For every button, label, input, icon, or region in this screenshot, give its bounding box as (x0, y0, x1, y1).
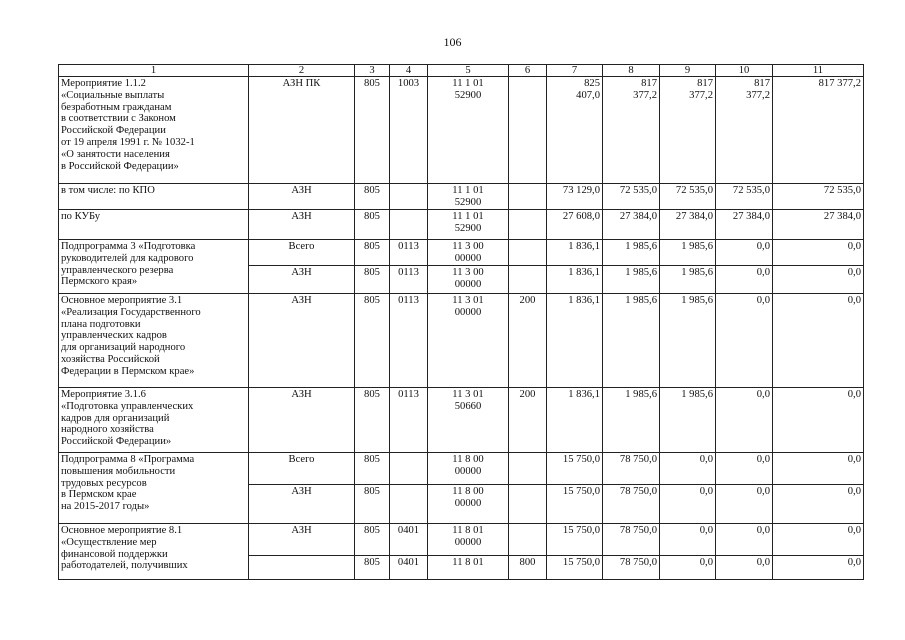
cell-col-2 (249, 556, 355, 580)
cell-col-9: 1 985,6 (660, 388, 716, 453)
cell-col-9: 0,0 (660, 556, 716, 580)
table-row (59, 77, 864, 184)
cell-col-3: 805 (355, 485, 390, 524)
cell-col-11: 72 535,0 (773, 184, 864, 210)
cell-col-7: 15 750,0 (547, 556, 603, 580)
cell-col-4: 1003 (390, 77, 428, 184)
cell-col-5: 11 3 00 00000 (428, 240, 509, 266)
table-row (59, 210, 864, 240)
cell-col-8: 27 384,0 (603, 210, 660, 240)
cell-col-7: 1 836,1 (547, 388, 603, 453)
cell-col-4: 0113 (390, 294, 428, 388)
cell-col-9: 72 535,0 (660, 184, 716, 210)
header-cell: 5 (428, 65, 509, 77)
table-row (59, 524, 864, 556)
cell-col-6: 200 (509, 388, 547, 453)
cell-col-7: 1 836,1 (547, 240, 603, 266)
cell-col-10: 0,0 (716, 294, 773, 388)
cell-col-2: Всего (249, 453, 355, 485)
cell-col-3: 805 (355, 266, 390, 294)
cell-col-6 (509, 524, 547, 556)
cell-col-7: 15 750,0 (547, 453, 603, 485)
cell-col-8: 1 985,6 (603, 388, 660, 453)
cell-col-4: 0113 (390, 388, 428, 453)
cell-col-7: 15 750,0 (547, 485, 603, 524)
row-description: Основное мероприятие 3.1 «Реализация Государственного плана подготовки управленческих кадров для организаций народного хозяйства Российской Федерации в Пермском крае» (59, 294, 249, 388)
row-description: по КУБу (59, 210, 249, 240)
cell-col-3: 805 (355, 388, 390, 453)
header-cell: 6 (509, 65, 547, 77)
header-row (59, 65, 864, 77)
cell-col-2: АЗН ПК (249, 77, 355, 184)
cell-col-10: 72 535,0 (716, 184, 773, 210)
table-row (59, 388, 864, 453)
cell-col-8: 78 750,0 (603, 524, 660, 556)
header-cell: 11 (773, 65, 864, 77)
cell-col-6: 800 (509, 556, 547, 580)
cell-col-11: 0,0 (773, 294, 864, 388)
cell-col-8: 78 750,0 (603, 556, 660, 580)
cell-col-10: 0,0 (716, 266, 773, 294)
cell-col-11: 0,0 (773, 388, 864, 453)
cell-col-3: 805 (355, 524, 390, 556)
cell-col-4 (390, 184, 428, 210)
row-description: Мероприятие 1.1.2 «Социальные выплаты безработным гражданам в соответствии с Законом Российской Федерации от 19 апреля 1991 г. № 1032-1 «О занятости населения в Российской Федерации» (59, 77, 249, 184)
cell-col-8: 817 377,2 (603, 77, 660, 184)
cell-col-7: 1 836,1 (547, 294, 603, 388)
cell-col-3: 805 (355, 77, 390, 184)
cell-col-11: 0,0 (773, 524, 864, 556)
cell-col-4: 0113 (390, 240, 428, 266)
header-cell: 10 (716, 65, 773, 77)
cell-col-9: 1 985,6 (660, 240, 716, 266)
cell-col-5: 11 3 01 00000 (428, 294, 509, 388)
cell-col-9: 1 985,6 (660, 294, 716, 388)
cell-col-3: 805 (355, 556, 390, 580)
row-description: Подпрограмма 8 «Программа повышения мобильности трудовых ресурсов в Пермском крае на 2015-2017 годы» (59, 453, 249, 524)
cell-col-6 (509, 485, 547, 524)
row-description: в том числе: по КПО (59, 184, 249, 210)
cell-col-5: 11 8 01 00000 (428, 524, 509, 556)
cell-col-6 (509, 453, 547, 485)
cell-col-6: 200 (509, 294, 547, 388)
page-number: 106 (443, 35, 462, 49)
cell-col-2: АЗН (249, 294, 355, 388)
cell-col-3: 805 (355, 294, 390, 388)
header-cell: 1 (59, 65, 249, 77)
cell-col-6 (509, 210, 547, 240)
cell-col-4 (390, 485, 428, 524)
cell-col-5: 11 1 01 52900 (428, 184, 509, 210)
cell-col-9: 1 985,6 (660, 266, 716, 294)
cell-col-11: 0,0 (773, 556, 864, 580)
cell-col-5: 11 1 01 52900 (428, 210, 509, 240)
cell-col-10: 27 384,0 (716, 210, 773, 240)
cell-col-8: 78 750,0 (603, 453, 660, 485)
cell-col-7: 1 836,1 (547, 266, 603, 294)
cell-col-11: 817 377,2 (773, 77, 864, 184)
table-row (59, 453, 864, 485)
cell-col-5: 11 3 01 50660 (428, 388, 509, 453)
cell-col-3: 805 (355, 240, 390, 266)
cell-col-6 (509, 266, 547, 294)
header-cell: 9 (660, 65, 716, 77)
cell-col-4: 0113 (390, 266, 428, 294)
cell-col-3: 805 (355, 184, 390, 210)
cell-col-9: 0,0 (660, 524, 716, 556)
cell-col-5: 11 3 00 00000 (428, 266, 509, 294)
cell-col-3: 805 (355, 210, 390, 240)
cell-col-2: АЗН (249, 210, 355, 240)
cell-col-4: 0401 (390, 556, 428, 580)
cell-col-11: 27 384,0 (773, 210, 864, 240)
cell-col-10: 0,0 (716, 388, 773, 453)
header-cell: 2 (249, 65, 355, 77)
cell-col-11: 0,0 (773, 453, 864, 485)
cell-col-7: 15 750,0 (547, 524, 603, 556)
header-cell: 8 (603, 65, 660, 77)
cell-col-10: 0,0 (716, 453, 773, 485)
cell-col-2: АЗН (249, 266, 355, 294)
cell-col-8: 1 985,6 (603, 266, 660, 294)
cell-col-5: 11 8 00 00000 (428, 485, 509, 524)
cell-col-4 (390, 210, 428, 240)
cell-col-7: 73 129,0 (547, 184, 603, 210)
cell-col-5: 11 1 01 52900 (428, 77, 509, 184)
cell-col-11: 0,0 (773, 266, 864, 294)
cell-col-7: 27 608,0 (547, 210, 603, 240)
header-cell: 4 (390, 65, 428, 77)
budget-table (58, 64, 864, 580)
header-cell: 3 (355, 65, 390, 77)
cell-col-9: 0,0 (660, 453, 716, 485)
cell-col-3: 805 (355, 453, 390, 485)
cell-col-8: 1 985,6 (603, 240, 660, 266)
cell-col-11: 0,0 (773, 240, 864, 266)
cell-col-10: 0,0 (716, 240, 773, 266)
cell-col-8: 72 535,0 (603, 184, 660, 210)
cell-col-8: 78 750,0 (603, 485, 660, 524)
table-row (59, 240, 864, 266)
cell-col-2: АЗН (249, 388, 355, 453)
cell-col-8: 1 985,6 (603, 294, 660, 388)
cell-col-6 (509, 77, 547, 184)
cell-col-10: 0,0 (716, 556, 773, 580)
row-description: Подпрограмма 3 «Подготовка руководителей для кадрового управленческого резерва Пермского края» (59, 240, 249, 294)
cell-col-11: 0,0 (773, 485, 864, 524)
cell-col-4 (390, 453, 428, 485)
cell-col-7: 825 407,0 (547, 77, 603, 184)
cell-col-6 (509, 240, 547, 266)
cell-col-10: 817 377,2 (716, 77, 773, 184)
cell-col-2: Всего (249, 240, 355, 266)
cell-col-2: АЗН (249, 184, 355, 210)
cell-col-5: 11 8 00 00000 (428, 453, 509, 485)
cell-col-2: АЗН (249, 485, 355, 524)
cell-col-9: 27 384,0 (660, 210, 716, 240)
cell-col-9: 817 377,2 (660, 77, 716, 184)
header-cell: 7 (547, 65, 603, 77)
row-description: Мероприятие 3.1.6 «Подготовка управленческих кадров для организаций народного хозяйства Российской Федерации» (59, 388, 249, 453)
table-row (59, 294, 864, 388)
table-row (59, 184, 864, 210)
cell-col-9: 0,0 (660, 485, 716, 524)
cell-col-6 (509, 184, 547, 210)
cell-col-10: 0,0 (716, 485, 773, 524)
row-description: Основное мероприятие 8.1 «Осуществление мер финансовой поддержки работодателей, получивших (59, 524, 249, 580)
cell-col-10: 0,0 (716, 524, 773, 556)
cell-col-4: 0401 (390, 524, 428, 556)
cell-col-2: АЗН (249, 524, 355, 556)
cell-col-5: 11 8 01 (428, 556, 509, 580)
